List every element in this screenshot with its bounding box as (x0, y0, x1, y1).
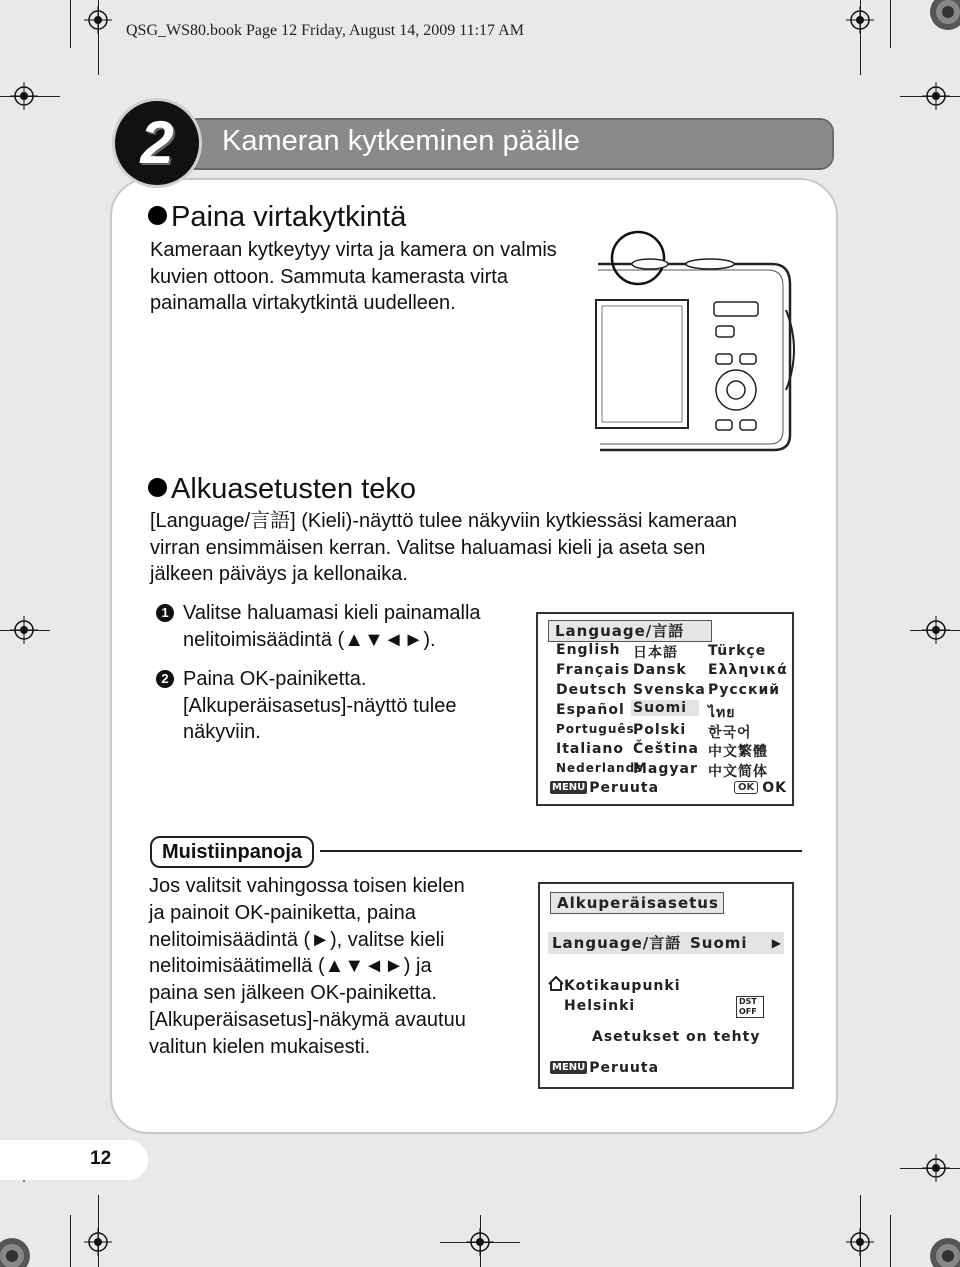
power-line: painamalla virtakytkintä uudelleen. (150, 292, 456, 314)
step-1-text (183, 600, 481, 653)
initial-heading: Alkuasetusten teko (171, 473, 417, 505)
step-2-line: näkyviin. (183, 721, 261, 743)
lang-option[interactable]: 中文简体 (708, 764, 768, 780)
registration-mark-icon (84, 1228, 112, 1256)
registration-mark-icon (846, 1228, 874, 1256)
registration-mark-icon (10, 82, 38, 110)
lang-option[interactable]: 日本語 (633, 645, 678, 661)
lang-option[interactable]: Türkçe (708, 643, 767, 659)
step-2-number: 2 (156, 670, 174, 688)
registration-mark-icon (466, 1228, 494, 1256)
lang-option[interactable]: Svenska (633, 682, 706, 698)
step-1-number: 1 (156, 604, 174, 622)
hometown-value[interactable]: Helsinki (564, 998, 636, 1014)
menu-button-icon: MENU (552, 782, 586, 793)
bullet-icon (148, 206, 167, 225)
lang-option[interactable]: Deutsch (556, 682, 628, 698)
step-1-line: nelitoimisäädintä (▲▼◄►). (183, 628, 436, 651)
initial-line: jälkeen päiväys ja kellonaika. (150, 563, 408, 585)
memo-line: paina sen jälkeen OK-painiketta. (149, 982, 437, 1005)
print-header: QSG_WS80.book Page 12 Friday, August 14, 2009 11:17 AM (126, 22, 524, 39)
initial-line: [Language/言語] (Kieli)-näyttö tulee näkyviin kytkiessäsi kameraan (150, 510, 737, 532)
section-number-badge (112, 98, 202, 188)
chevron-right-icon: ▶ (771, 936, 782, 950)
registration-mark-icon (922, 1154, 950, 1182)
step-2-text (183, 666, 457, 746)
cancel-control[interactable] (550, 780, 659, 796)
section-number: 2 (140, 109, 174, 176)
lang-option[interactable]: 中文繁體 (708, 744, 768, 760)
settings-done: Asetukset on tehty (592, 1029, 761, 1045)
ok-button-icon: OK (734, 781, 758, 794)
language-tab: Language/言語 (548, 620, 712, 642)
language-setting-row[interactable] (548, 932, 784, 954)
cancel-control[interactable] (550, 1060, 659, 1076)
camera-illustration (590, 230, 800, 460)
menu-button-icon: MENU (552, 1062, 586, 1073)
page-number-tab (0, 1140, 148, 1180)
initial-text (150, 508, 737, 588)
power-text (150, 237, 557, 317)
page-number: 12 (90, 1148, 112, 1169)
color-wheel-mark-icon (0, 1230, 36, 1267)
power-heading-block (148, 200, 406, 234)
color-wheel-mark-icon (924, 0, 960, 36)
registration-mark-icon (10, 616, 38, 644)
lang-option[interactable]: Nederlands (556, 761, 644, 775)
initial-line: virran ensimmäisen kerran. Valitse haluamasi kieli ja aseta sen (150, 536, 706, 559)
section-title: Kameran kytkeminen päälle (222, 125, 580, 157)
ok-control[interactable] (734, 780, 787, 796)
initial-settings-tab: Alkuperäisasetus (550, 892, 724, 914)
lang-option[interactable]: Français (556, 662, 630, 678)
memo-divider (320, 850, 802, 852)
step-1-line: Valitse haluamasi kieli painamalla (183, 602, 481, 624)
memo-line: ja painoit OK-painiketta, paina (149, 901, 416, 924)
lang-option[interactable]: Italiano (556, 741, 624, 757)
step-2-line: Paina OK-painiketta. (183, 668, 367, 690)
memo-line: Jos valitsit vahingossa toisen kielen (149, 875, 465, 897)
lang-option[interactable]: Čeština (633, 741, 700, 757)
dst-off-icon: DST OFF (736, 996, 764, 1018)
power-heading: Paina virtakytkintä (171, 201, 407, 233)
language-screen (536, 612, 794, 806)
memo-text (149, 873, 466, 1061)
registration-mark-icon (922, 82, 950, 110)
lang-option[interactable]: Polski (633, 722, 687, 738)
color-wheel-mark-icon (924, 1230, 960, 1267)
language-setting-value: Suomi (690, 934, 748, 952)
cancel-label: Peruuta (589, 780, 660, 796)
lang-option-selected[interactable]: Suomi (631, 700, 699, 716)
lang-option[interactable]: Português (556, 722, 635, 736)
initial-settings-screen (538, 882, 794, 1089)
lang-option[interactable]: Dansk (633, 662, 687, 678)
hometown-row[interactable] (548, 976, 681, 994)
power-line: Kameraan kytkeytyy virta ja kamera on valmis (150, 239, 557, 261)
lang-option[interactable]: Magyar (633, 761, 698, 777)
initial-heading-block (148, 472, 416, 506)
registration-mark-icon (922, 616, 950, 644)
bullet-icon (148, 478, 167, 497)
memo-line: [Alkuperäisasetus]-näkymä avautuu (149, 1008, 466, 1031)
home-icon (548, 976, 564, 991)
lang-option[interactable]: 한국어 (708, 725, 752, 741)
registration-mark-icon (846, 6, 874, 34)
memo-line: nelitoimisäätimellä (▲▼◄►) ja (149, 955, 432, 978)
cancel-label: Peruuta (589, 1060, 660, 1076)
step-2-line: [Alkuperäisasetus]-näyttö tulee (183, 694, 457, 717)
hometown-label: Kotikaupunki (564, 978, 681, 994)
power-line: kuvien ottoon. Sammuta kamerasta virta (150, 265, 508, 288)
ok-label: OK (762, 780, 787, 796)
lang-option[interactable]: English (556, 642, 621, 658)
memo-label: Muistiinpanoja (150, 836, 314, 868)
lang-option[interactable]: Ελληνικά (708, 662, 788, 678)
memo-line: nelitoimisäädintä (►), valitse kieli (149, 928, 445, 951)
lang-option[interactable]: Русский (708, 682, 781, 698)
language-setting-label: Language/言語 (552, 934, 682, 952)
lang-option[interactable]: Español (556, 702, 625, 718)
lang-option[interactable]: ไทย (708, 705, 736, 721)
registration-mark-icon (84, 6, 112, 34)
memo-line: valitun kielen mukaisesti. (149, 1035, 371, 1058)
